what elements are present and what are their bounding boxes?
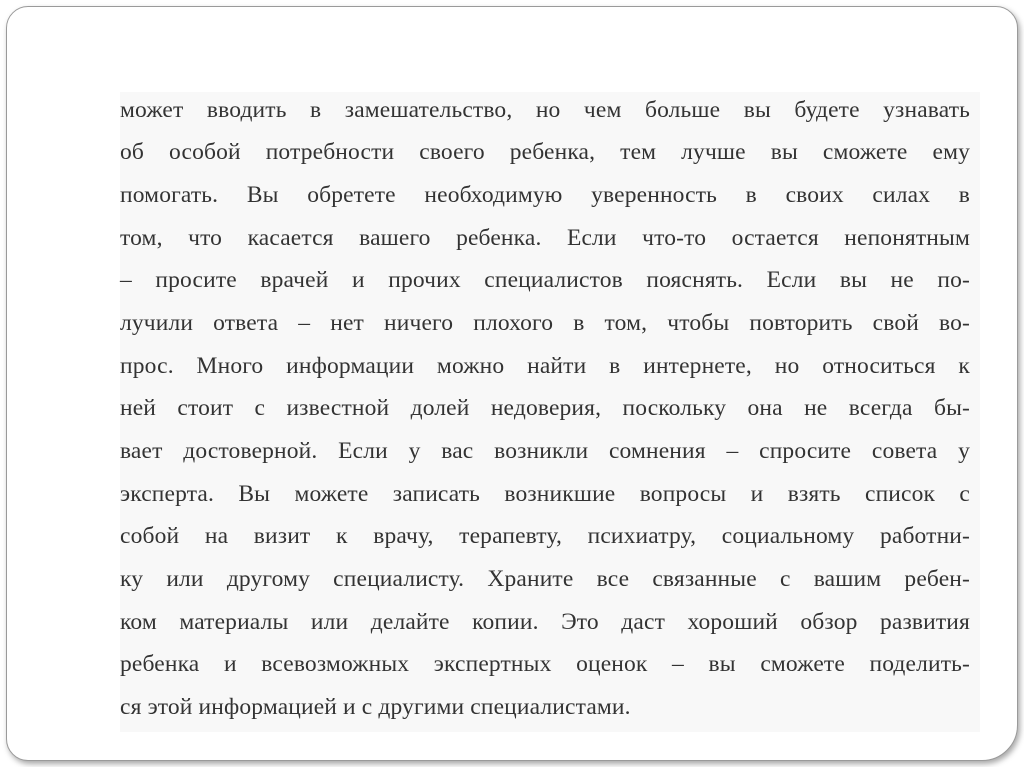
- text-line: об особой потребности своего ребенка, тем лучше вы сможете ему: [120, 139, 970, 165]
- text-line: помогать. Вы обретете необходимую уверенность в своих силах в: [120, 182, 970, 208]
- text-line: собой на визит к врачу, терапевту, психиатру, социальному работни-: [120, 523, 970, 549]
- text-line: может вводить в замешательство, но чем больше вы будете узнавать: [120, 97, 970, 123]
- text-line: ребенка и всевозможных экспертных оценок – вы сможете поделить-: [120, 651, 970, 677]
- text-line: ку или другому специалисту. Храните все связанные с вашим ребен-: [120, 566, 970, 592]
- slide-frame: [6, 6, 1018, 761]
- text-line: том, что касается вашего ребенка. Если что-то остается непонятным: [120, 225, 970, 251]
- text-line: вает достоверной. Если у вас возникли сомнения – спросите совета у: [120, 438, 970, 464]
- text-line: ком материалы или делайте копии. Это даст хороший обзор развития: [120, 609, 970, 635]
- text-block: [120, 92, 980, 732]
- text-line: ся этой информацией и с другими специалистами.: [120, 694, 631, 720]
- text-line: ней стоит с известной долей недоверия, поскольку она не всегда бы-: [120, 395, 970, 421]
- text-line: эксперта. Вы можете записать возникшие вопросы и взять список с: [120, 481, 970, 507]
- text-line: прос. Много информации можно найти в интернете, но относиться к: [120, 353, 970, 379]
- text-line: лучили ответа – нет ничего плохого в том, чтобы повторить свой во-: [120, 310, 970, 336]
- text-line: – просите врачей и прочих специалистов пояснять. Если вы не по-: [120, 267, 970, 293]
